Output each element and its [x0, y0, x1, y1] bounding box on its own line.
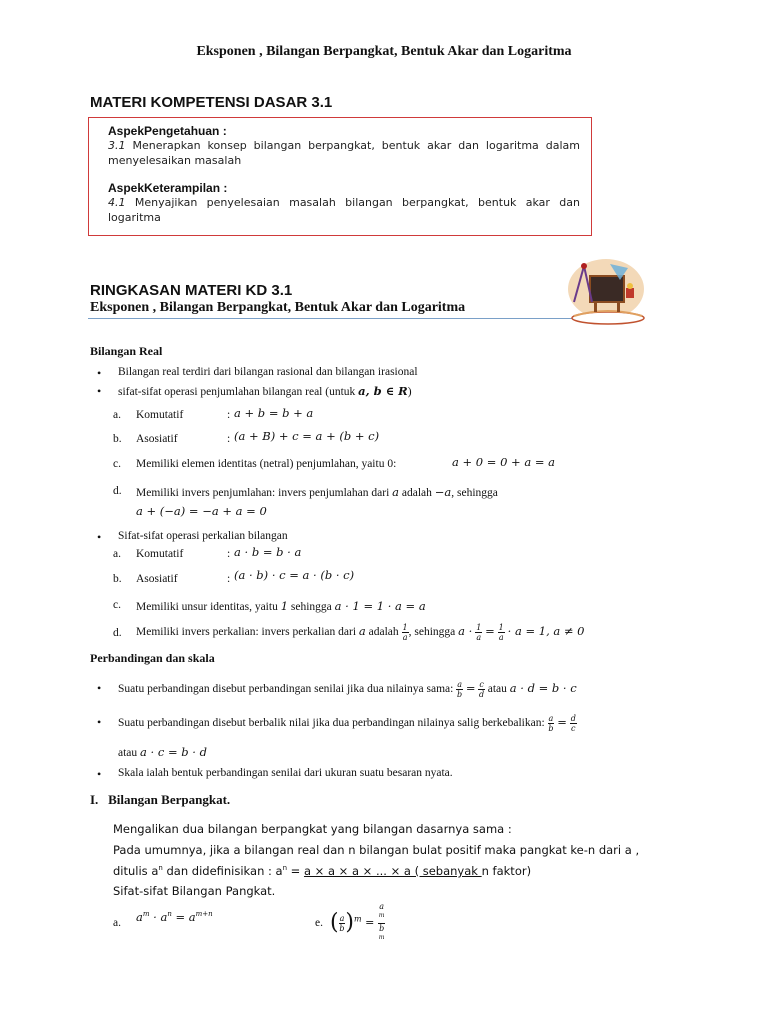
sum-item-d-letter: d. — [113, 485, 122, 497]
mul-item-b-colon: : — [227, 573, 231, 585]
classroom-illustration — [560, 256, 650, 326]
ratio-bullet-1: • Suatu perbandingan disebut perbandingan senilai jika dua nilainya sama: $\frac{a}{b}$ = $\frac{c}{d}$ atau a · d = b · c — [118, 679, 577, 699]
sum-item-c-math: a + 0 = 0 + a = a — [452, 455, 555, 469]
power-p1: Mengalikan dua bilangan berpangkat yang bilangan dasarnya sama : — [113, 822, 512, 836]
power-item-e-math: ( $\frac{a}{b}$ )$^m$ = a $^m$ b $^m$ — [330, 902, 385, 944]
power-item-e-letter: e. — [315, 917, 323, 929]
skill-label: AspekKeterampilan : — [108, 181, 228, 195]
mul-item-a-colon: : — [227, 548, 231, 560]
mul-item-a-label: Komutatif — [136, 548, 184, 560]
summary-subtitle: Eksponen , Bilangan Berpangkat, Bentuk Akar dan Logaritma — [90, 300, 466, 315]
knowledge-text: 3.1 Menerapkan konsep bilangan berpangkat, bentuk akar dan logaritma dalam menyelesaikan masalah — [108, 139, 580, 167]
mul-item-b-math: (a · b) · c = a · (b · c) — [234, 568, 355, 582]
power-heading: I. Bilangan Berpangkat. — [90, 792, 231, 807]
ratio-bullet-2-line2: atau a · c = b · d — [118, 745, 207, 759]
frac-d-over-c: $\frac{d}{c}$ — [570, 713, 576, 733]
mul-item-c-letter: c. — [113, 599, 121, 611]
illustration-icon — [560, 256, 650, 326]
sum-item-b-letter: b. — [113, 433, 122, 445]
real-bullet-1: • Bilangan real terdiri dari bilangan rasional dan bilangan irasional — [118, 366, 418, 378]
real-bullet-2: • sifat-sifat operasi penjumlahan bilangan real (untuk a, b ∈ R) — [118, 384, 412, 398]
frac-a-over-b: $\frac{a}{b}$ — [457, 679, 463, 699]
skill-text: 4.1 Menyajikan penyelesaian masalah bilangan berpangkat, bentuk akar dan logaritma — [108, 196, 580, 224]
power-item-a-math: $a^m \cdot a^n = a^{m+n}$ — [136, 910, 213, 924]
page-title: Eksponen , Bilangan Berpangkat, Bentuk Akar dan Logaritma — [196, 44, 572, 59]
mul-item-a-math: a · b = b · a — [234, 545, 302, 559]
ratio-bullet-2: • Suatu perbandingan disebut berbalik nilai jika dua perbandingan nilainya salig berkebalikan: $\frac{a}{b}$ = $\frac{d}{c}$ — [118, 713, 577, 733]
sum-item-d-text: Memiliki invers penjumlahan: invers penjumlahan dari a adalah −a, sehingga — [136, 485, 498, 499]
frac-c-over-d: $\frac{c}{d}$ — [479, 679, 485, 699]
power-p2: Pada umumnya, jika a bilangan real dan n bilangan bulat positif maka pangkat ke-n dari a , — [113, 843, 640, 857]
mul-item-d-text: Memiliki invers perkalian: invers perkalian dari a adalah $\frac{1}{a}$ , sehingga a · $\frac{1}{a}$ = $\frac{1}{a}$ · a = 1, a ≠ 0 — [136, 622, 585, 642]
sum-item-b-math: (a + B) + c = a + (b + c) — [234, 429, 380, 443]
mul-item-a-letter: a. — [113, 548, 121, 560]
sum-item-b-label: Asosiatif — [136, 433, 178, 445]
kd-heading: MATERI KOMPETENSI DASAR 3.1 — [90, 94, 333, 111]
knowledge-label: AspekPengetahuan : — [108, 124, 227, 138]
frac-am-over-bm: a $^m$ b $^m$ — [378, 902, 385, 941]
frac-one-over-a: $\frac{1}{a}$ — [402, 622, 408, 642]
power-item-a-letter: a. — [113, 917, 121, 929]
mul-item-b-letter: b. — [113, 573, 122, 585]
real-heading: Bilangan Real — [90, 344, 163, 358]
sum-item-a-colon: : — [227, 409, 231, 421]
sum-item-d-line2: a + (−a) = −a + a = 0 — [136, 504, 267, 518]
real-bullet-3: • Sifat-sifat operasi perkalian bilangan — [118, 530, 288, 542]
sum-item-c-letter: c. — [113, 458, 121, 470]
mul-item-b-label: Asosiatif — [136, 573, 178, 585]
sum-item-a-math: a + b = b + a — [234, 406, 314, 420]
power-p3: ditulis $a^n$ dan didefinisikan : $a^n = a \times a \times a$ × ... × a ( sebanyak n faktor) — [113, 864, 532, 878]
ratio-heading: Perbandingan dan skala — [90, 651, 215, 665]
power-p4: Sifat-sifat Bilangan Pangkat. — [113, 884, 276, 898]
mul-item-c-text: Memiliki unsur identitas, yaitu 1 sehingga a · 1 = 1 · a = a — [136, 599, 426, 613]
sum-item-a-label: Komutatif — [136, 409, 184, 421]
ratio-bullet-3: • Skala ialah bentuk perbandingan senilai dari ukuran suatu besaran nyata. — [118, 767, 453, 779]
frac-one-over-a-2: $\frac{1}{a}$ — [476, 622, 482, 642]
sum-item-c-label: Memiliki elemen identitas (netral) penjumlahan, yaitu 0: — [136, 458, 397, 470]
mul-item-d-letter: d. — [113, 627, 122, 639]
frac-a-over-b-2: $\frac{a}{b}$ — [548, 713, 554, 733]
sum-item-b-colon: : — [227, 433, 231, 445]
sum-item-a-letter: a. — [113, 409, 121, 421]
subtitle-underline — [88, 318, 578, 319]
summary-heading: RINGKASAN MATERI KD 3.1 — [90, 282, 293, 299]
frac-one-over-a-3: $\frac{1}{a}$ — [498, 622, 504, 642]
frac-a-over-b-power: $\frac{a}{b}$ — [339, 913, 345, 933]
